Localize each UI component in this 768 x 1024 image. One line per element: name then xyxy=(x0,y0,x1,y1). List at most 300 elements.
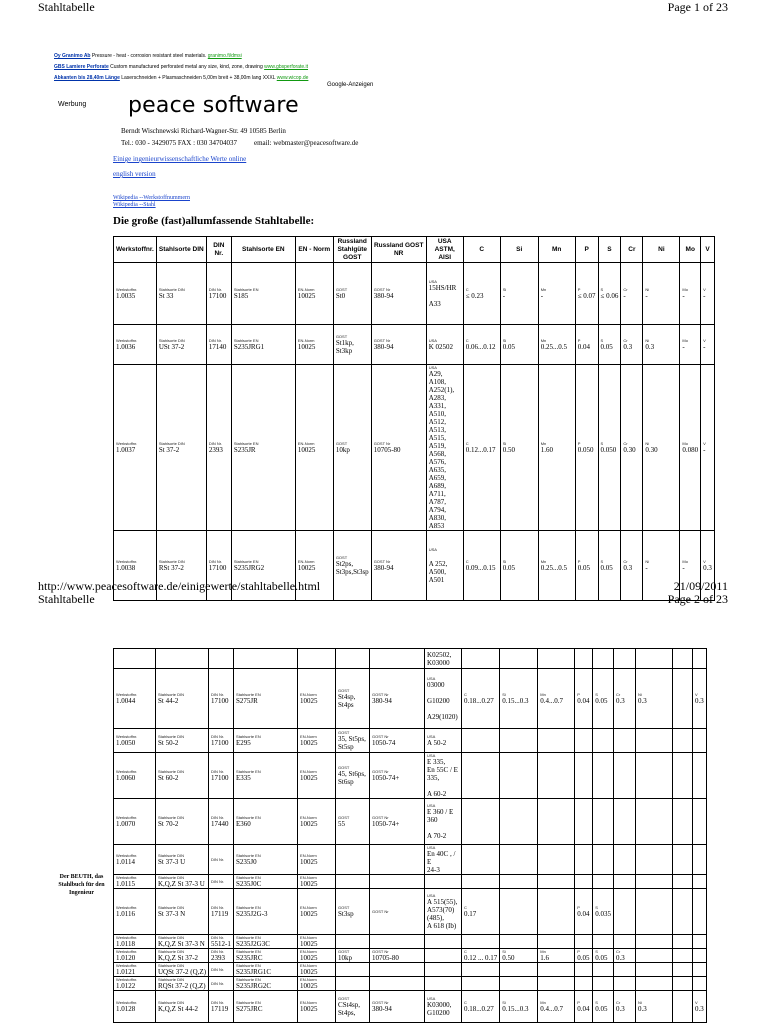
cell-value: 17100 xyxy=(211,697,229,705)
cell-caption: Cr xyxy=(616,1000,621,1005)
cell-caption: EN-Norm xyxy=(297,559,315,564)
cell-caption: Cr xyxy=(623,559,628,564)
link-english-version[interactable]: english version xyxy=(113,170,156,178)
cell-mo xyxy=(680,325,701,365)
cell-caption: DIN Nr. xyxy=(211,981,225,986)
cell-value: 1.0050 xyxy=(116,739,136,747)
ad-item[interactable]: GBS Lamiere Perforate Custom manufactured perforated metal any size, kind, zone, drawing www.gbsperforate.it xyxy=(54,64,309,70)
cell-caption: Cr xyxy=(623,338,628,343)
print-header-title-page2: Stahltabelle xyxy=(38,592,95,606)
table-row xyxy=(114,325,715,365)
cell-p xyxy=(575,365,598,531)
cell-c xyxy=(462,799,500,845)
cell-caption: Si xyxy=(502,338,507,343)
cell-caption: USA xyxy=(428,279,437,284)
cell-dinnr xyxy=(209,889,234,935)
cell-caption: Werkstoffnr. xyxy=(116,559,138,564)
cell-value: 0.25...0.5 xyxy=(540,564,567,572)
cell-caption: GOST Nr xyxy=(372,909,389,914)
cell-value: 17440 xyxy=(211,820,229,828)
print-footer-url[interactable]: http://www.peacesoftware.de/einigewerte/stahltabelle.html xyxy=(38,579,321,593)
cell-caption: Stahlsorte DIN xyxy=(158,734,185,739)
cell-value: 10025 xyxy=(300,774,318,782)
cell-cr xyxy=(614,875,636,889)
cell-caption: GOST xyxy=(335,555,348,560)
cell-c xyxy=(462,649,500,669)
cell-cr xyxy=(614,753,636,799)
cell-usa xyxy=(425,875,462,889)
cell-caption: V xyxy=(703,287,706,292)
cell-vv xyxy=(693,669,707,729)
cell-caption: GOST Nr xyxy=(372,692,389,697)
cell-caption: S xyxy=(595,949,598,954)
cell-s xyxy=(593,875,614,889)
cell-caption: EN-Norm xyxy=(300,692,317,697)
google-ads-label[interactable]: Google-Anzeigen xyxy=(327,82,374,88)
cell-caption: DIN Nr. xyxy=(208,441,222,446)
cell-vv xyxy=(693,949,707,963)
cell-vv xyxy=(693,935,707,949)
cell-mn xyxy=(538,949,575,963)
cell-caption: Ni xyxy=(645,338,650,343)
cell-si xyxy=(500,325,538,365)
cell-vv xyxy=(693,977,707,991)
cell-caption: Ni xyxy=(638,1000,642,1005)
cell-caption: EN-Norm xyxy=(297,441,315,446)
cell-caption: Stahlsorte EN xyxy=(236,853,261,858)
table-row xyxy=(114,799,707,845)
cell-gost xyxy=(333,365,371,531)
cell-caption: S xyxy=(600,441,604,446)
cell-caption: S xyxy=(600,287,604,292)
cell-value: 17100 xyxy=(208,292,227,300)
cell-caption: EN-Norm xyxy=(297,338,315,343)
cell-caption: Stahlsorte DIN xyxy=(158,949,185,954)
cell-cr xyxy=(621,365,643,531)
cell-value: 0.05 xyxy=(600,343,613,351)
cell-value: 1.0116 xyxy=(116,910,135,918)
cell-en xyxy=(234,935,298,949)
cell-en xyxy=(234,889,298,935)
cell-usa xyxy=(425,753,462,799)
cell-ennorm xyxy=(298,949,336,963)
cell-value: 1050-74+ xyxy=(372,774,400,782)
cell-value: 0.05 xyxy=(595,954,608,962)
cell-value: 1.0060 xyxy=(116,774,136,782)
ad-item[interactable]: Abkanten bis 28,40m Länge Laserschneiden + Plasmaschneiden 5,00m breit + 38,00m lang XXXL www.wicop.de xyxy=(54,75,309,81)
cell-value: 15HS/HR xyxy=(428,284,457,292)
cell-ennorm xyxy=(298,977,336,991)
cell-gost xyxy=(336,669,370,729)
cell-caption: Mn xyxy=(540,338,547,343)
cell-value: - xyxy=(645,564,648,572)
cell-value: 10025 xyxy=(297,292,316,300)
cell-caption: GOST xyxy=(338,688,350,693)
cell-usa xyxy=(425,963,462,977)
cell-caption: S xyxy=(595,905,598,910)
cell-value: 0.15...0.3 xyxy=(502,697,529,705)
ad-block xyxy=(54,51,384,84)
cell-caption: C xyxy=(464,1000,467,1005)
cell-p xyxy=(575,935,593,949)
cell-si xyxy=(500,889,538,935)
cell-caption: S xyxy=(595,692,598,697)
cell-usa xyxy=(425,935,462,949)
cell-caption: S xyxy=(600,559,604,564)
cell-caption: Si xyxy=(502,692,506,697)
cell-caption: EN-Norm xyxy=(300,1000,317,1005)
cell-en xyxy=(231,365,295,531)
cell-value: 0.3 xyxy=(616,697,625,705)
cell-value: 0.25...0.5 xyxy=(540,343,567,351)
cell-en xyxy=(234,991,298,1023)
cell-value: 2393 xyxy=(208,446,223,454)
cell-value: A830, xyxy=(428,514,446,522)
cell-mo xyxy=(673,875,693,889)
cell-mn xyxy=(538,649,575,669)
cell-cr xyxy=(614,977,636,991)
cell-caption: P xyxy=(577,287,581,292)
cell-caption: Mn xyxy=(540,1000,546,1005)
cell-caption: GOST xyxy=(335,334,348,339)
cell-usa xyxy=(425,949,462,963)
cell-value: A29(1020) xyxy=(427,713,458,721)
cell-p xyxy=(575,649,593,669)
cell-value: 1.0122 xyxy=(116,982,136,990)
cell-caption: Si xyxy=(502,1000,506,1005)
cell-caption: Ni xyxy=(638,692,642,697)
cell-caption: P xyxy=(577,441,581,446)
cell-caption: GOST Nr xyxy=(373,287,391,292)
cell-en xyxy=(234,669,298,729)
cell-cr xyxy=(614,991,636,1023)
cell-mo xyxy=(673,669,693,729)
cell-caption: GOST Nr xyxy=(373,559,391,564)
cell-ennorm xyxy=(298,753,336,799)
cell-vv xyxy=(693,799,707,845)
cell-dinnr xyxy=(209,845,234,875)
cell-gost xyxy=(333,531,371,601)
cell-caption: DIN Nr. xyxy=(208,559,222,564)
cell-caption: Stahlsorte DIN xyxy=(158,935,185,940)
cell-din xyxy=(156,889,209,935)
cell-vv xyxy=(693,845,707,875)
cell-caption: USA xyxy=(427,803,436,808)
cell-s xyxy=(593,889,614,935)
cell-value: 0.4...0.7 xyxy=(540,697,564,705)
cell-value: 17100 xyxy=(211,774,229,782)
cell-s xyxy=(593,991,614,1023)
cell-caption: DIN Nr. xyxy=(211,949,225,954)
cell-vv xyxy=(693,889,707,935)
cell-caption: USA xyxy=(427,845,436,850)
cell-value: S235J2G3C xyxy=(236,940,270,948)
cell-gostnr xyxy=(370,799,425,845)
cell-si xyxy=(500,991,538,1023)
cell-value: - xyxy=(623,292,626,300)
steel-table-page2 xyxy=(113,648,707,1023)
cell-ni xyxy=(636,799,673,845)
cell-si xyxy=(500,365,538,531)
cell-value: 0.05 xyxy=(600,564,613,572)
cell-value: St 33 xyxy=(158,292,174,300)
cell-caption: P xyxy=(577,692,580,697)
cell-ennorm xyxy=(295,263,333,325)
cell-value: St0 xyxy=(335,292,346,300)
peace-software-logo: peace software xyxy=(128,93,299,118)
cell-ni xyxy=(636,949,673,963)
cell-caption: EN-Norm xyxy=(300,815,317,820)
cell-caption: EN-Norm xyxy=(300,963,317,968)
cell-value: 0.050 xyxy=(600,446,617,454)
cell-mn xyxy=(538,669,575,729)
cell-cr xyxy=(621,531,643,601)
table-row xyxy=(114,935,707,949)
cell-value: G10200 xyxy=(427,1009,450,1017)
cell-wnr xyxy=(114,949,156,963)
column-header: Russland GOST NR xyxy=(371,237,426,263)
link-wikipedia-stahl[interactable]: Wikipedia --Stahl xyxy=(113,202,156,208)
print-page-number-page2: Page 2 of 23 xyxy=(667,592,728,606)
cell-caption: GOST xyxy=(338,949,350,954)
cell-value: A108, xyxy=(428,378,446,386)
cell-gostnr xyxy=(370,949,425,963)
cell-value: 10705-80 xyxy=(372,954,399,962)
cell-value: A29, xyxy=(428,370,443,378)
cell-value: En 40C , / E xyxy=(427,850,456,866)
cell-value: A252(1), xyxy=(428,386,455,394)
cell-value: - xyxy=(645,292,648,300)
cell-value: St 37-3 N xyxy=(158,910,186,918)
cell-mn xyxy=(538,799,575,845)
cell-value: 10025 xyxy=(300,968,318,976)
cell-caption: Stahlsorte DIN xyxy=(158,769,185,774)
cell-mn xyxy=(538,729,575,753)
table-row xyxy=(114,263,715,325)
cell-caption: Werkstoffnr. xyxy=(116,734,138,739)
cell-caption: Stahlsorte EN xyxy=(233,559,259,564)
cell-mo xyxy=(673,935,693,949)
cell-caption: Mo xyxy=(682,338,688,343)
cell-caption: Stahlsorte EN xyxy=(236,875,261,880)
cell-value: 0.50 xyxy=(502,954,515,962)
cell-value: 380-94 xyxy=(372,1005,392,1013)
cell-dinnr xyxy=(209,669,234,729)
link-wikipedia-werkstoffnummern[interactable]: Wikipedia --Werkstoffnummern xyxy=(113,195,190,201)
cell-value: 0.30 xyxy=(623,446,636,454)
cell-caption: P xyxy=(577,338,581,343)
cell-wnr xyxy=(114,977,156,991)
cell-caption: USA xyxy=(428,365,437,370)
cell-value: 10025 xyxy=(300,982,318,990)
cell-value: A689, xyxy=(428,482,446,490)
cell-usa xyxy=(425,649,462,669)
cell-value: K,Q,Z St 37-3 U xyxy=(158,880,205,888)
cell-caption: C xyxy=(464,949,467,954)
cell-caption: Werkstoffnr. xyxy=(116,769,138,774)
cell-value: 0.04 xyxy=(577,343,590,351)
cell-value: 10kp xyxy=(335,446,350,454)
cell-caption: Mn xyxy=(540,559,547,564)
cell-vv xyxy=(693,963,707,977)
cell-value: 35, St5ps, St5sp xyxy=(338,735,366,751)
cell-p xyxy=(575,263,598,325)
column-header: Si xyxy=(500,237,538,263)
cell-din xyxy=(156,935,209,949)
column-header: EN - Norm xyxy=(295,237,333,263)
cell-gost xyxy=(336,949,370,963)
table-row xyxy=(114,889,707,935)
cell-caption: EN-Norm xyxy=(300,935,317,940)
link-engineering-values[interactable]: Einige ingenieurwissenschaftliche Werte online xyxy=(113,155,247,163)
cell-caption: Stahlsorte EN xyxy=(236,949,261,954)
cell-value xyxy=(427,705,459,713)
cell-vv xyxy=(701,263,715,325)
cell-ennorm xyxy=(298,799,336,845)
cell-caption: Stahlsorte EN xyxy=(236,905,261,910)
cell-value: 0.3 xyxy=(616,954,625,962)
cell-mo xyxy=(680,263,701,325)
cell-value: En 55C / E xyxy=(427,766,458,774)
cell-value: St 37-3 U xyxy=(158,858,186,866)
cell-caption: DIN Nr. xyxy=(211,879,225,884)
cell-value: K02502, xyxy=(427,650,452,659)
cell-c xyxy=(462,753,500,799)
cell-value: A501 xyxy=(428,576,445,584)
cell-caption: Si xyxy=(502,287,507,292)
cell-value: A853 xyxy=(428,522,445,530)
cell-c xyxy=(462,977,500,991)
cell-caption: EN-Norm xyxy=(300,905,317,910)
cell-si xyxy=(500,977,538,991)
cell-caption: GOST Nr xyxy=(372,949,389,954)
cell-value: 0.3 xyxy=(638,697,647,705)
cell-mn xyxy=(538,845,575,875)
cell-value: St 50-2 xyxy=(158,739,179,747)
cell-value: RQSt 37-2 (Q,Z) xyxy=(158,982,206,990)
cell-value: A331, xyxy=(428,402,446,410)
cell-gostnr xyxy=(370,753,425,799)
cell-value: K03000, xyxy=(427,1001,452,1009)
cell-wnr xyxy=(114,365,157,531)
cell-value: 0.05 xyxy=(595,1005,608,1013)
cell-wnr xyxy=(114,845,156,875)
table-header-row xyxy=(114,237,715,263)
cell-mn xyxy=(538,963,575,977)
cell-caption: S xyxy=(595,1000,598,1005)
cell-mo xyxy=(673,963,693,977)
cell-value: St 60-2 xyxy=(158,774,179,782)
cell-value: E360 xyxy=(236,820,251,828)
cell-value: 10025 xyxy=(300,697,318,705)
cell-value: - xyxy=(540,292,544,300)
cell-mo xyxy=(673,649,693,669)
cell-wnr xyxy=(114,935,156,949)
cell-ni xyxy=(636,729,673,753)
cell-value: 1.0035 xyxy=(116,292,136,300)
cell-value: 10025 xyxy=(300,858,318,866)
cell-value xyxy=(429,292,461,300)
cell-caption: Werkstoffnr. xyxy=(116,815,138,820)
cell-gostnr xyxy=(370,845,425,875)
cell-mn xyxy=(538,935,575,949)
cell-value: A 50-2 xyxy=(427,739,447,747)
cell-caption: Stahlsorte EN xyxy=(236,963,261,968)
cell-mo xyxy=(673,889,693,935)
cell-caption: DIN Nr. xyxy=(211,857,225,862)
cell-usa xyxy=(425,977,462,991)
cell-gostnr xyxy=(370,875,425,889)
cell-value: 1.0128 xyxy=(116,1005,136,1013)
cell-p xyxy=(575,799,593,845)
cell-ni xyxy=(636,669,673,729)
cell-p xyxy=(575,669,593,729)
cell-si xyxy=(500,753,538,799)
cell-wnr xyxy=(114,649,156,669)
cell-c xyxy=(462,935,500,949)
cell-din xyxy=(156,649,209,669)
cell-vv xyxy=(701,325,715,365)
cell-value: S235JRG2 xyxy=(233,564,265,572)
cell-value: S235JRG1 xyxy=(233,343,265,351)
cell-value: 10kp xyxy=(338,954,353,962)
cell-value: 1.0118 xyxy=(116,940,135,948)
cell-value: 0.035 xyxy=(595,910,612,918)
cell-caption: V xyxy=(703,338,706,343)
cell-caption: DIN Nr. xyxy=(211,967,225,972)
ad-item[interactable]: Oy Granimo Ab Pressure - heat - corrosion resistant steel materials. granimo.fi/dmsi xyxy=(54,53,242,59)
cell-value: 0.50 xyxy=(502,446,515,454)
table-row-continuation xyxy=(114,649,707,669)
cell-p xyxy=(575,963,593,977)
cell-value: A794, xyxy=(428,506,446,514)
cell-ni xyxy=(636,935,673,949)
cell-value: G10200 xyxy=(427,697,450,705)
cell-caption: Stahlsorte DIN xyxy=(158,441,185,446)
cell-value xyxy=(429,552,461,560)
cell-value: St 44-2 xyxy=(158,697,179,705)
cell-value: 1.0114 xyxy=(116,858,135,866)
cell-din xyxy=(156,365,206,531)
cell-gost xyxy=(333,263,371,325)
cell-value: UQSt 37-2 (Q,Z) xyxy=(158,968,207,976)
cell-ni xyxy=(643,325,680,365)
cell-value: 0.05 xyxy=(595,697,608,705)
cell-caption: DIN Nr. xyxy=(211,935,225,940)
cell-value: 0.05 xyxy=(577,564,590,572)
cell-value: A510, xyxy=(428,410,446,418)
cell-caption: Werkstoffnr. xyxy=(116,1000,138,1005)
cell-si xyxy=(500,729,538,753)
cell-value: - xyxy=(703,292,706,300)
cell-wnr xyxy=(114,263,157,325)
cell-vv xyxy=(693,875,707,889)
cell-value: 10025 xyxy=(300,1005,318,1013)
cell-caption: Stahlsorte DIN xyxy=(158,1000,185,1005)
cell-mn xyxy=(538,889,575,935)
cell-c xyxy=(462,889,500,935)
cell-cr xyxy=(614,949,636,963)
cell-caption: Werkstoffnr. xyxy=(116,441,138,446)
cell-caption: Stahlsorte DIN xyxy=(158,692,185,697)
cell-value: ≤ 0.23 xyxy=(465,292,484,300)
print-page-number: Page 1 of 23 xyxy=(667,0,728,14)
cell-value: 10705-80 xyxy=(373,446,401,454)
cell-value: A711, xyxy=(428,490,446,498)
cell-value: S235J0 xyxy=(236,858,257,866)
cell-caption: GOST xyxy=(338,730,350,735)
cell-value: A512, xyxy=(428,418,446,426)
